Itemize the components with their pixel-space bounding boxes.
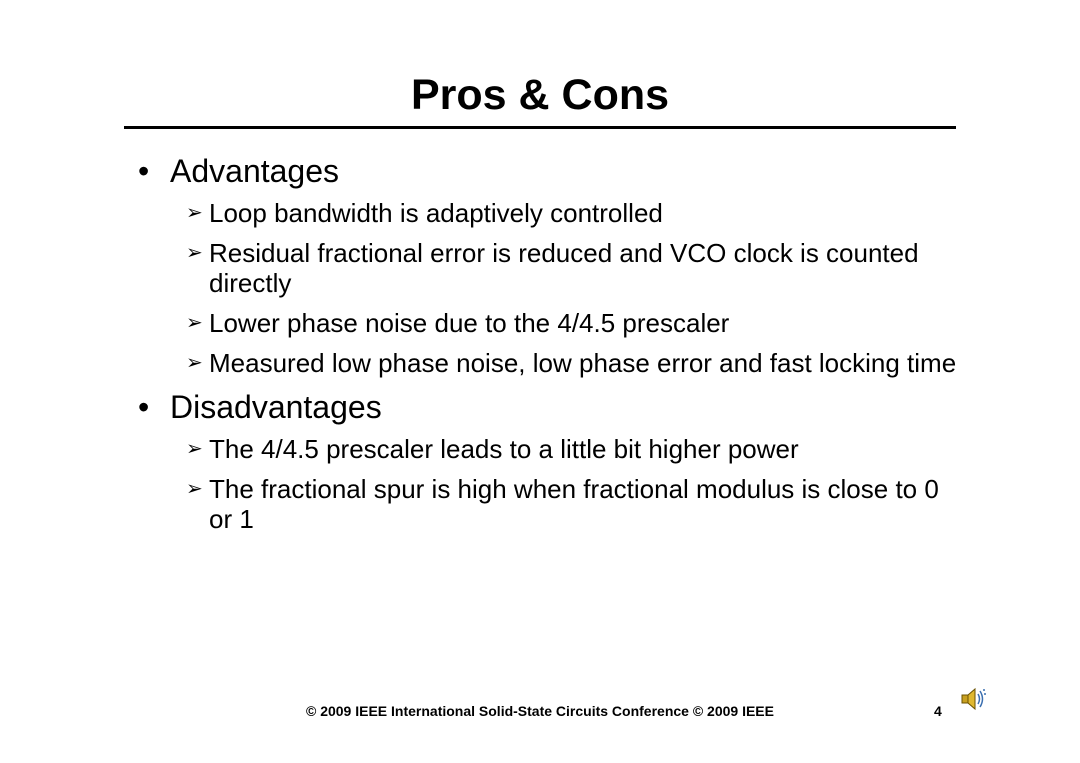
arrow-bullet-icon: ➢ [186,352,203,374]
section-disadvantages [138,388,958,426]
arrow-bullet-icon: ➢ [186,202,203,224]
advantages-list [138,198,958,378]
list-item [138,238,958,298]
list-item-text: Measured low phase noise, low phase error and fast locking time [209,348,957,378]
disadvantages-list [138,434,958,534]
list-item [138,348,958,378]
list-item [138,434,958,464]
arrow-bullet-icon: ➢ [186,312,203,334]
slide-title: Pros & Cons [410,71,670,119]
page-number: 4 [934,703,942,719]
list-item-text: Lower phase noise due to the 4/4.5 prescaler [209,308,730,338]
list-item [138,474,958,534]
title-divider [124,126,956,129]
bullet-list [138,152,958,544]
bullet-icon: • [138,153,150,189]
list-item-text: Residual fractional error is reduced and VCO clock is counted directly [209,238,919,298]
arrow-bullet-icon: ➢ [186,478,203,500]
section-heading: Advantages [170,153,340,189]
list-item-text: The 4/4.5 prescaler leads to a little bit higher power [209,434,799,464]
slide-footer: © 2009 IEEE International Solid-State Circuits Conference © 2009 IEEE [305,703,774,719]
list-item [138,308,958,338]
list-item-text: The fractional spur is high when fractional modulus is close to 0 or 1 [209,474,939,534]
arrow-bullet-icon: ➢ [186,242,203,264]
arrow-bullet-icon: ➢ [186,438,203,460]
section-heading: Disadvantages [170,389,382,425]
list-item [138,198,958,228]
list-item-text: Loop bandwidth is adaptively controlled [209,198,663,228]
bullet-icon: • [138,389,150,425]
speaker-icon[interactable] [958,684,988,714]
section-advantages [138,152,958,190]
